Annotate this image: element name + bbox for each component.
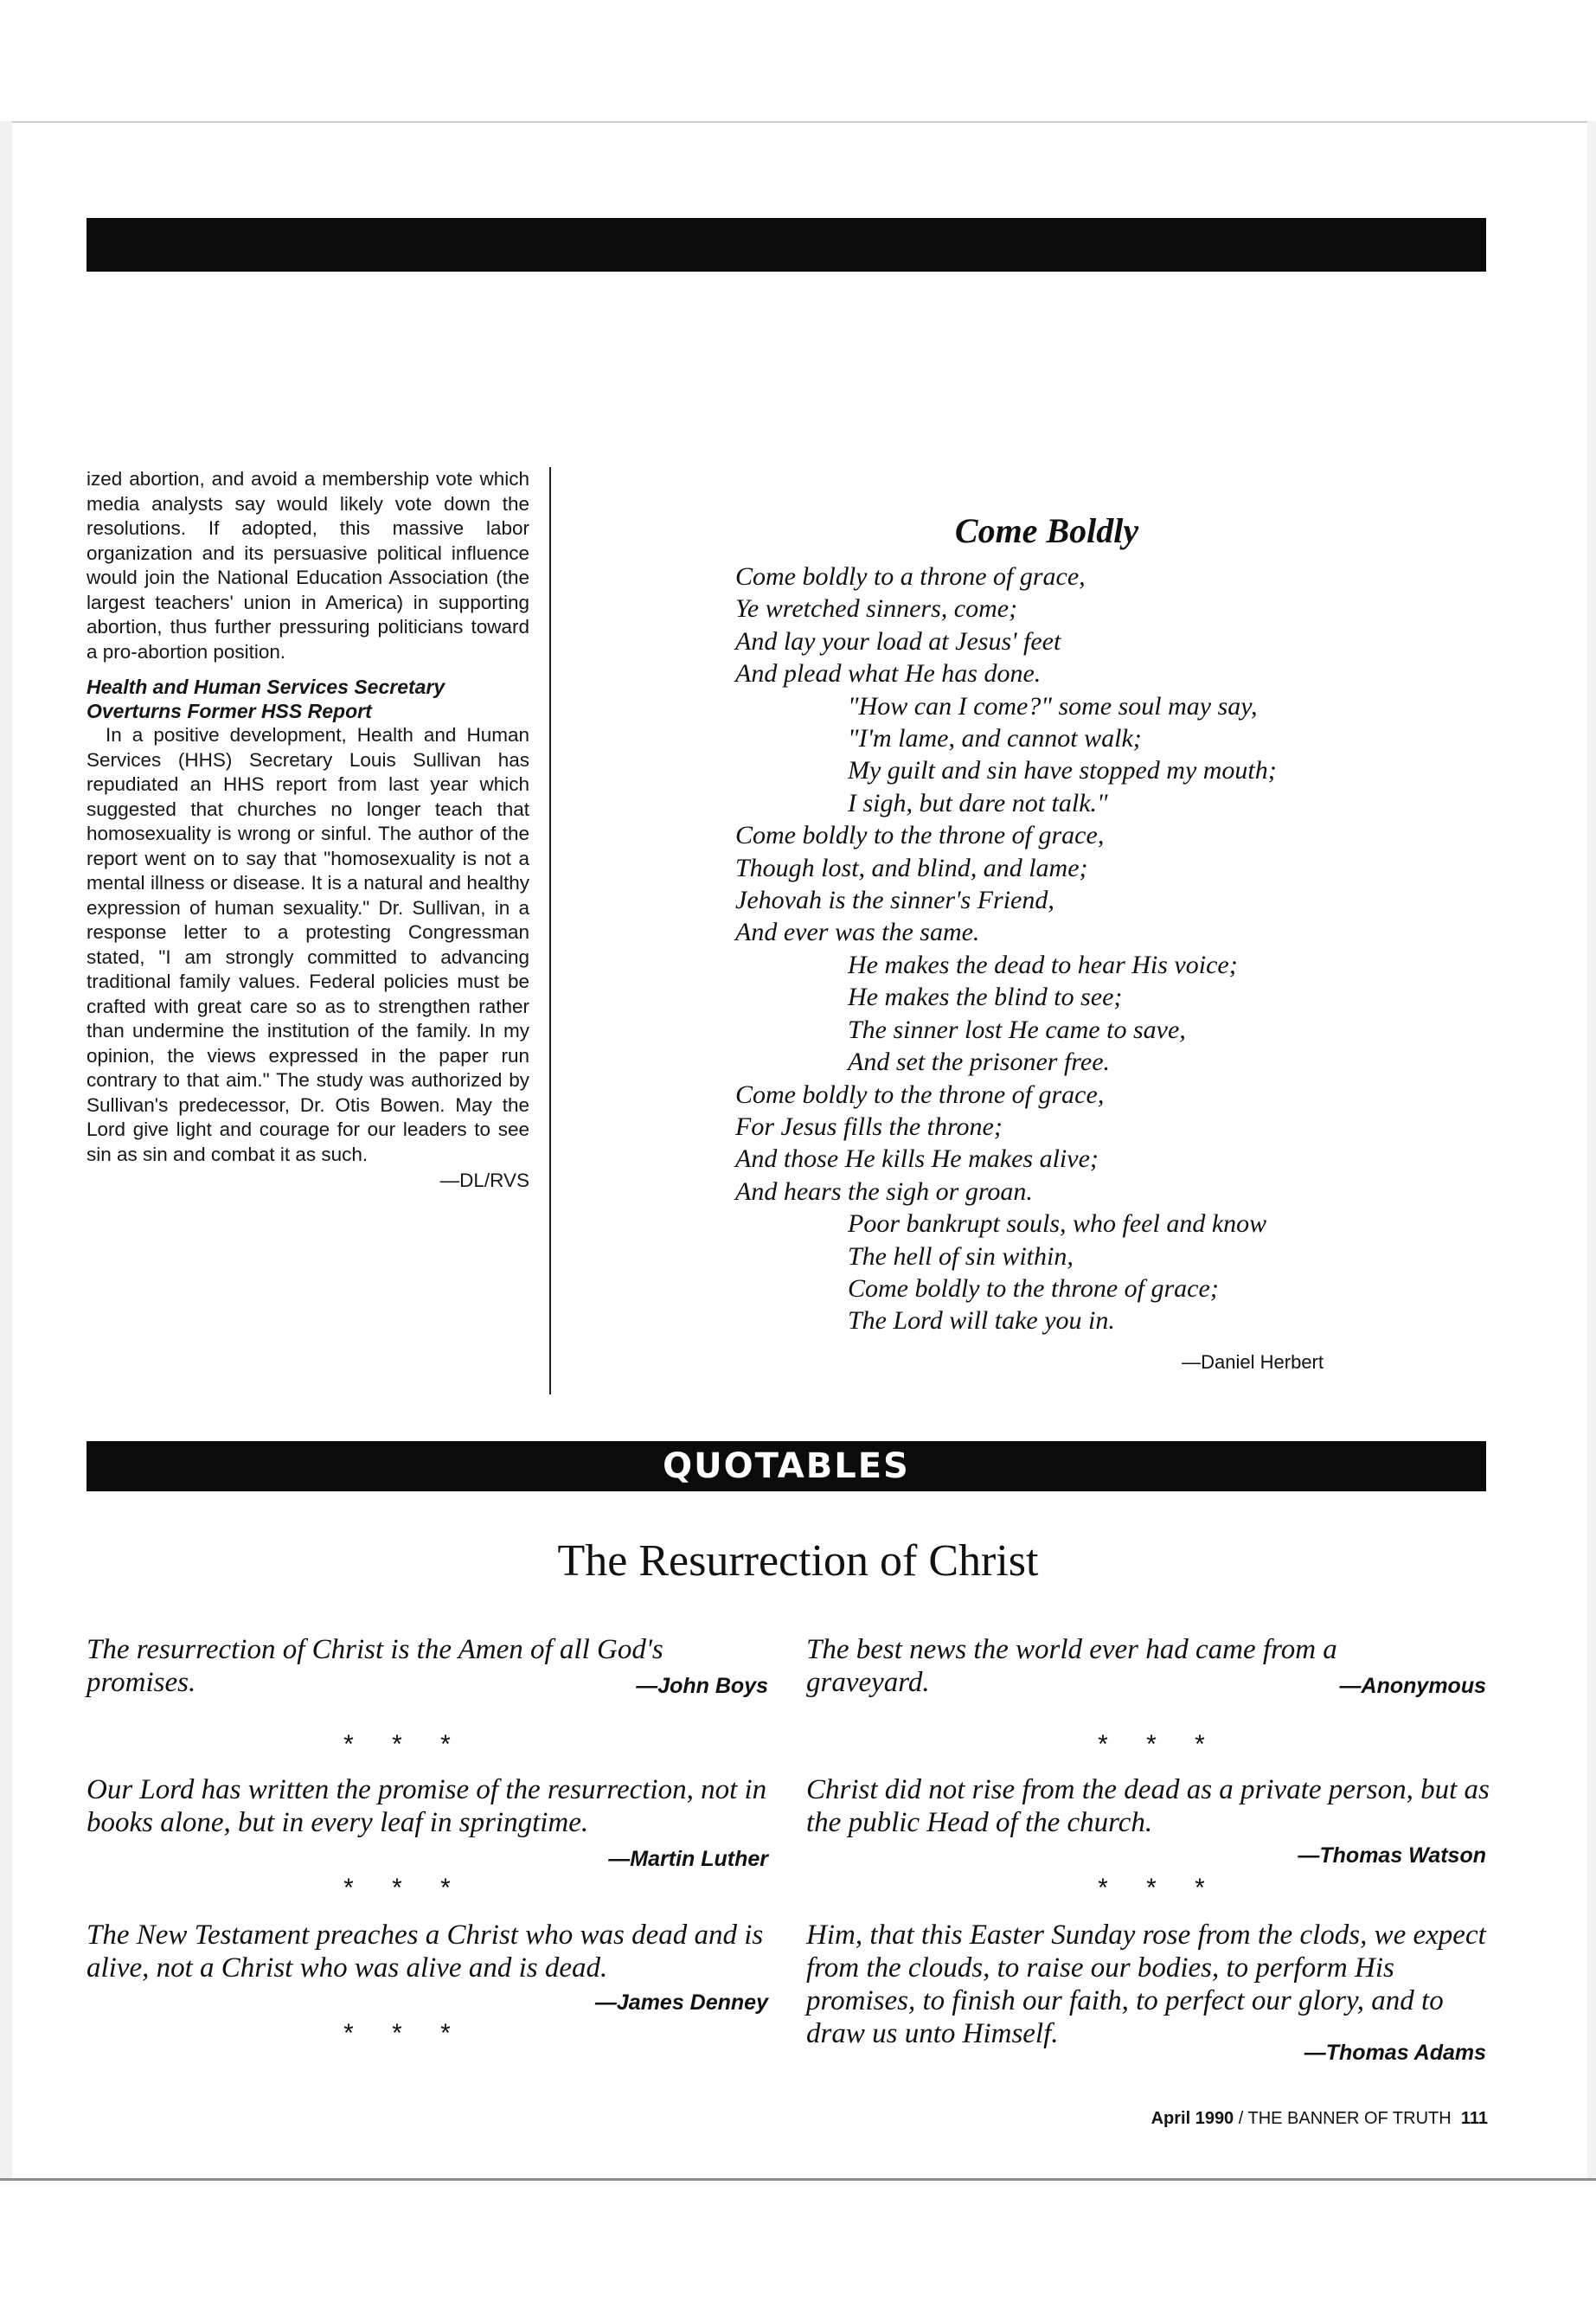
- quote-separator: * * *: [1098, 1730, 1221, 1759]
- poem-line: And hears the sigh or groan.: [735, 1176, 1033, 1206]
- quote-text: Christ did not rise from the dead as a private person, but as the public Head of the church.: [806, 1774, 1490, 1838]
- poem-line: Come boldly to the throne of grace;: [848, 1273, 1219, 1303]
- quotables-banner-title: QUOTABLES: [663, 1446, 910, 1486]
- left-article-column: [87, 467, 529, 1194]
- quote-separator: * * *: [343, 2019, 466, 2048]
- poem-line: My guilt and sin have stopped my mouth;: [848, 756, 1277, 785]
- poem-line: Ye wretched sinners, come;: [735, 594, 1018, 624]
- quote-text: Him, that this Easter Sunday rose from the clods, we expect from the clouds, to raise our bodies, to perform His promises, to finish our faith, to perfect our glory, and to draw us unto Himself.: [806, 1920, 1486, 2049]
- poem-title: Come Boldly: [954, 511, 1139, 550]
- poem-line: Poor bankrupt souls, who feel and know: [848, 1209, 1267, 1239]
- poem-line: The Lord will take you in.: [848, 1306, 1115, 1336]
- quote-separator: * * *: [343, 1874, 466, 1902]
- poem-line: The sinner lost He came to save,: [848, 1015, 1186, 1044]
- quote-separator: * * *: [343, 1730, 466, 1759]
- poem-line: I sigh, but dare not talk.": [848, 788, 1108, 817]
- article-headline: Health and Human Services Secretary Overturns Former HSS Report: [87, 676, 445, 722]
- article-paragraph: ized abortion, and avoid a membership vote which media analysts say would likely vote down the resolutions. If adopted, this massive labor organization and its persuasive political influence would join the National Education Association (the largest teachers' union in America) in supporting abortion, thus further pressuring politicians toward a pro-abortion position.: [87, 468, 529, 663]
- poem-line: "How can I come?" some soul may say,: [848, 691, 1258, 721]
- poem-line: And ever was the same.: [735, 918, 980, 947]
- quote-separator: * * *: [1098, 1874, 1221, 1902]
- footer-date: April 1990: [1151, 2109, 1234, 2128]
- poem-line: And plead what He has done.: [735, 659, 1042, 689]
- poem-line: The hell of sin within,: [848, 1241, 1074, 1271]
- quote-author: —Thomas Watson: [1298, 1843, 1486, 1868]
- quote-author: —Thomas Adams: [1304, 2041, 1486, 2065]
- page-edge-top: [0, 121, 1596, 123]
- article-signoff: —DL/RVS: [439, 1170, 529, 1191]
- poem-attribution: —Daniel Herbert: [1182, 1351, 1324, 1373]
- poem-line: Though lost, and blind, and lame;: [735, 853, 1088, 882]
- page-edge-right: [1587, 121, 1596, 2180]
- quotables-banner: [87, 1441, 1486, 1491]
- footer-publication: THE BANNER OF TRUTH: [1247, 2109, 1452, 2128]
- article-paragraph: In a positive development, Health and Human Services (HHS) Secretary Louis Sullivan has repudiated an HHS report from last year which suggested that churches no longer teach that homosexuality is wrong or sinful. The author of the report went on to say that "homosexuality is not a mental illness or disease. It is a natural and healthy expression of human sexuality." Dr. Sullivan, in a response letter to a protesting Congressman stated, "I am strongly committed to advancing traditional family values. Federal policies must be crafted with great care so as to strengthen rather than undermine the institution of the family. In my opinion, the views expressed in the paper run contrary to that aim." The study was authorized by Sullivan's predecessor, Dr. Otis Bowen. May the Lord give light and courage for our leaders to see sin as sin and combat it as such.: [87, 724, 529, 1165]
- footer-page-number: 111: [1460, 2109, 1488, 2128]
- page-footer: [917, 2108, 1488, 2129]
- poem-line: And set the prisoner free.: [848, 1048, 1111, 1077]
- poem-body: [735, 561, 1393, 1337]
- poem-line: Come boldly to the throne of grace,: [735, 1080, 1105, 1109]
- header-black-bar: [87, 218, 1486, 272]
- quote-author: —Martin Luther: [608, 1847, 768, 1871]
- quote-author: —Anonymous: [1339, 1674, 1486, 1698]
- quote-text: The resurrection of Christ is the Amen of all God's promises.: [87, 1634, 663, 1698]
- poem-line: He makes the blind to see;: [848, 983, 1123, 1012]
- poem-line: He makes the dead to hear His voice;: [848, 950, 1238, 979]
- quotables-section-title: The Resurrection of Christ: [557, 1536, 1039, 1586]
- quote-text: Our Lord has written the promise of the resurrection, not in books alone, but in every leaf in springtime.: [87, 1774, 767, 1838]
- poem-line: And those He kills He makes alive;: [735, 1144, 1099, 1174]
- page-edge-left: [0, 121, 12, 2180]
- quote-author: —John Boys: [636, 1674, 768, 1698]
- poem-line: And lay your load at Jesus' feet: [735, 626, 1061, 656]
- poem-line: For Jesus fills the throne;: [735, 1112, 1003, 1141]
- quote-author: —James Denney: [594, 1990, 768, 2015]
- page-edge-bottom: [0, 2178, 1596, 2181]
- poem-line: "I'm lame, and cannot walk;: [848, 724, 1142, 753]
- poem-line: Come boldly to the throne of grace,: [735, 821, 1105, 850]
- poem-line: Come boldly to a throne of grace,: [735, 562, 1086, 591]
- footer-separator: /: [1234, 2109, 1248, 2128]
- column-divider: [549, 467, 551, 1394]
- quote-text: The best news the world ever had came from a graveyard.: [806, 1634, 1337, 1698]
- poem-line: Jehovah is the sinner's Friend,: [735, 886, 1054, 915]
- quote-text: The New Testament preaches a Christ who was dead and is alive, not a Christ who was alive and is dead.: [87, 1920, 764, 1984]
